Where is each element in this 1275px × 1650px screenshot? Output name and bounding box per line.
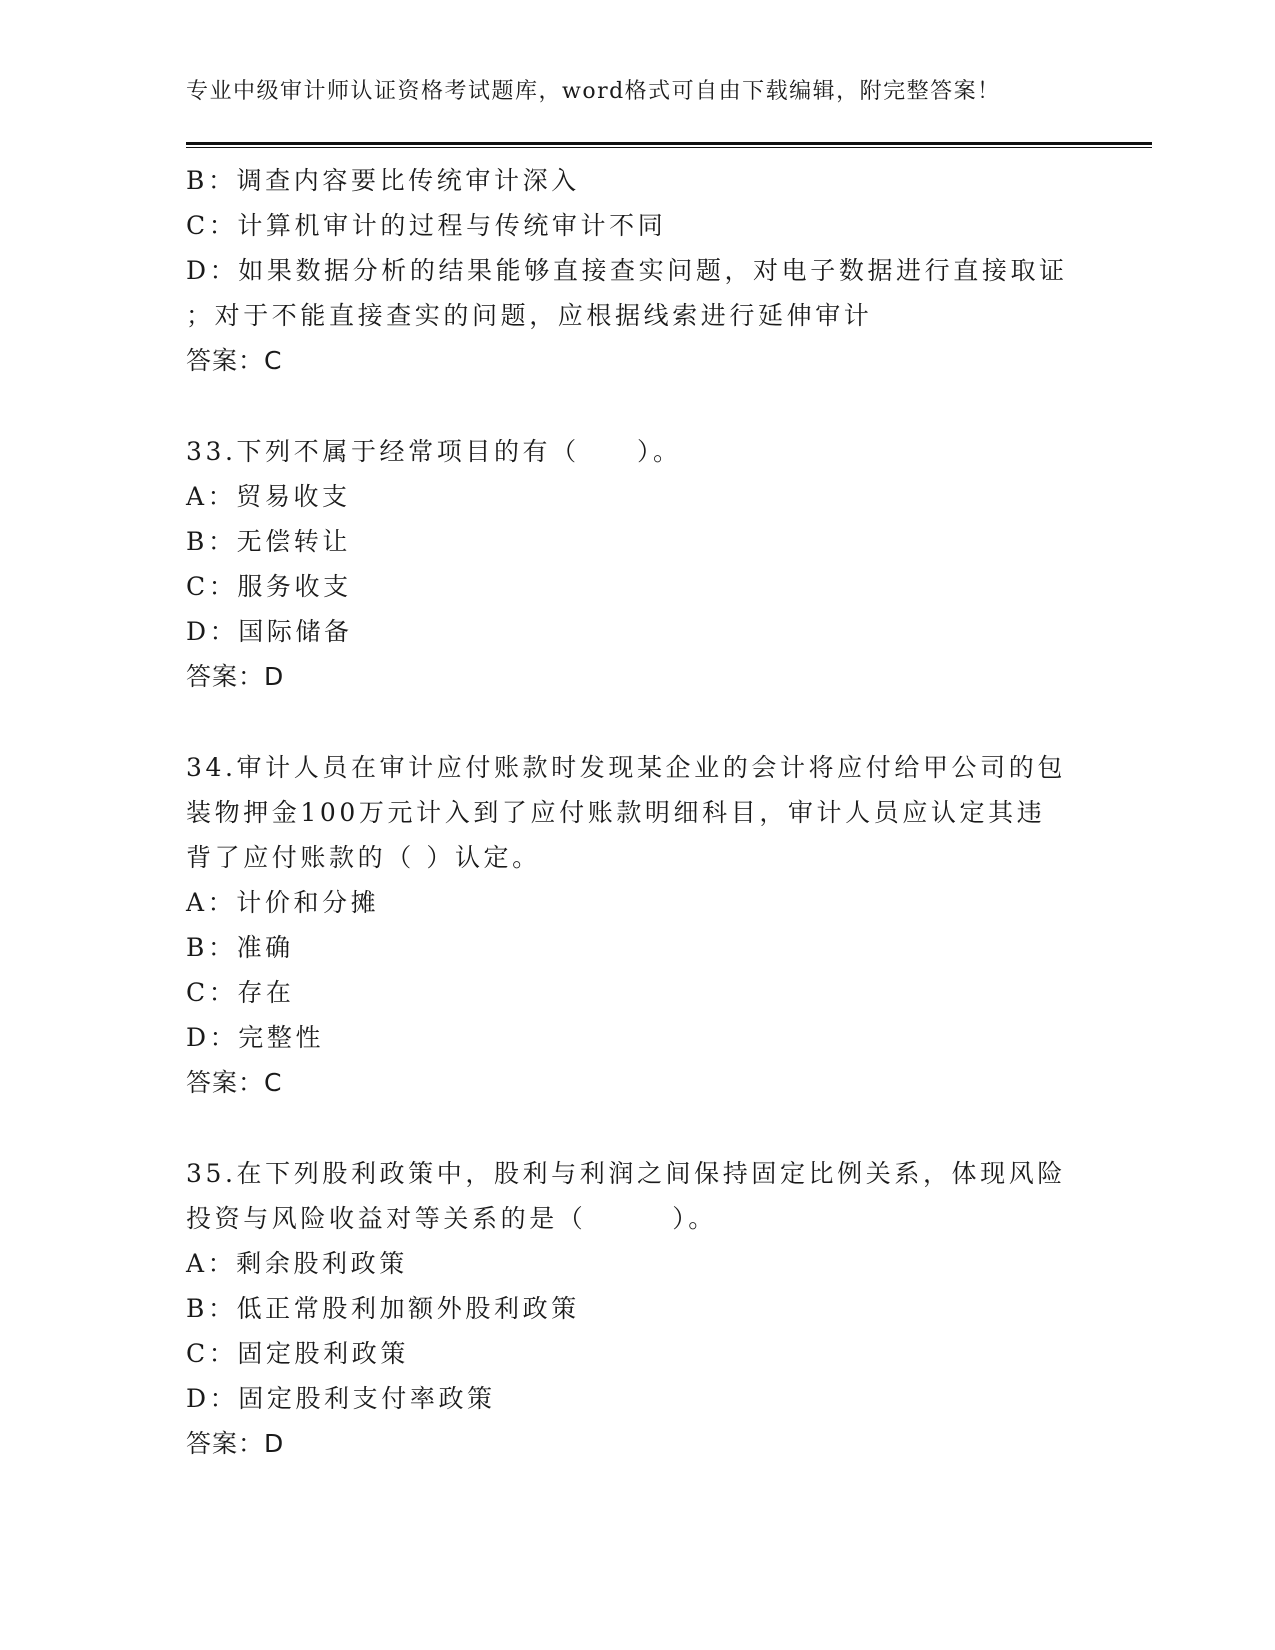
- option-a: A：贸易收支: [186, 482, 351, 511]
- question-stem-line-1: 34.审计人员在审计应付账款时发现某企业的会计将应付给甲公司的包: [186, 753, 1066, 782]
- option-d: D：如果数据分析的结果能够直接查实问题，对电子数据进行直接取证: [186, 256, 1068, 285]
- answer: 答案：D: [186, 662, 285, 691]
- option-a: A：计价和分摊: [186, 888, 380, 917]
- question-34: [186, 745, 1066, 1105]
- option-c: C：服务收支: [186, 572, 352, 601]
- option-d: D：完整性: [186, 1023, 325, 1052]
- question-32-tail: [186, 158, 1066, 383]
- question-stem: 33.下列不属于经常项目的有（ ）。: [186, 437, 682, 466]
- option-d: D：国际储备: [186, 617, 353, 646]
- option-c: C：计算机审计的过程与传统审计不同: [186, 211, 667, 240]
- option-b: B：调查内容要比传统审计深入: [186, 166, 580, 195]
- option-c: C：存在: [186, 978, 295, 1007]
- question-35: [186, 1151, 1066, 1466]
- question-stem-line-1: 35.在下列股利政策中，股利与利润之间保持固定比例关系，体现风险: [186, 1159, 1066, 1188]
- answer: 答案：C: [186, 1068, 283, 1097]
- option-c: C：固定股利政策: [186, 1339, 409, 1368]
- option-d-continued: ；对于不能直接查实的问题，应根据线索进行延伸审计: [186, 301, 873, 330]
- option-a: A：剩余股利政策: [186, 1249, 408, 1278]
- question-33: [186, 429, 1066, 699]
- answer: 答案：C: [186, 346, 283, 375]
- option-b: B：无偿转让: [186, 527, 351, 556]
- question-stem-line-3: 背了应付账款的（ ）认定。: [186, 843, 541, 872]
- page-header: 专业中级审计师认证资格考试题库，word格式可自由下载编辑，附完整答案！: [186, 79, 1001, 104]
- option-b: B：准确: [186, 933, 294, 962]
- answer: 答案：D: [186, 1429, 285, 1458]
- document-body: [186, 158, 1066, 1466]
- header-divider: [186, 142, 1152, 145]
- question-stem-line-2: 投资与风险收益对等关系的是（ ）。: [186, 1204, 717, 1233]
- question-stem-line-2: 装物押金100万元计入到了应付账款明细科目，审计人员应认定其违: [186, 798, 1046, 827]
- option-b: B：低正常股利加额外股利政策: [186, 1294, 580, 1323]
- option-d: D：固定股利支付率政策: [186, 1384, 496, 1413]
